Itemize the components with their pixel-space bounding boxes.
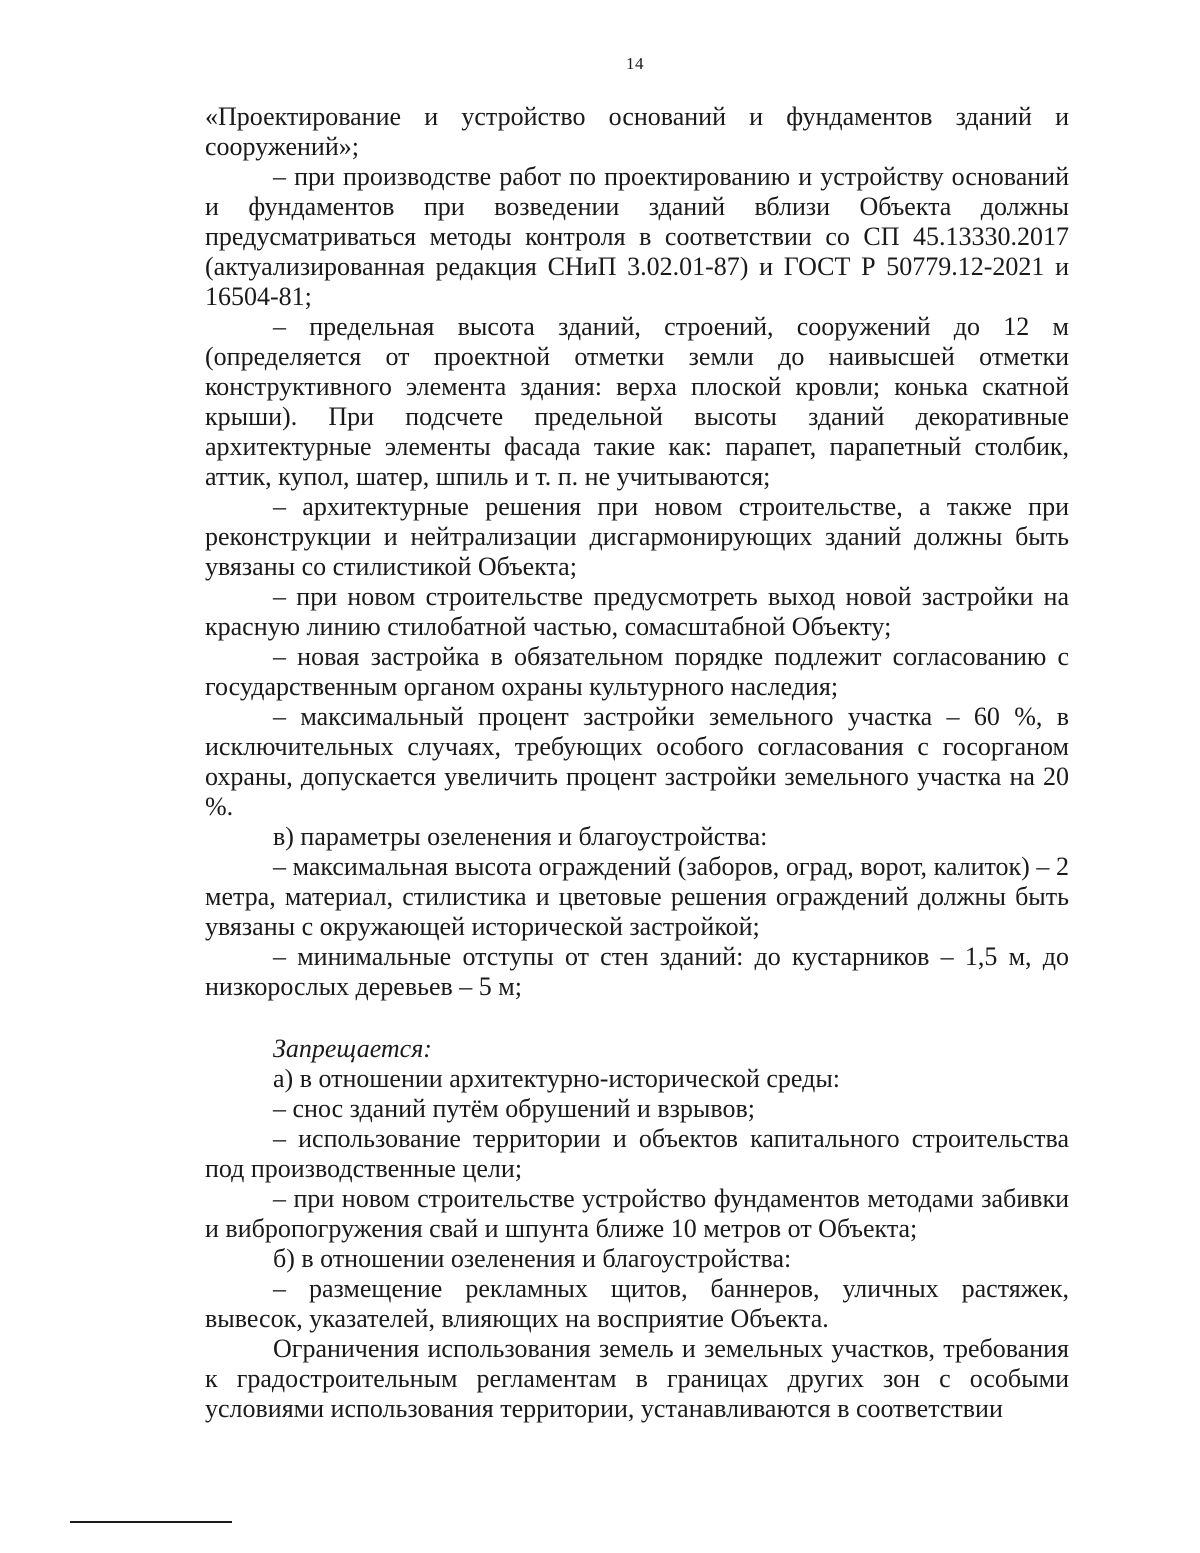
paragraph-approval: – новая застройка в обязательном порядке подлежит согласованию с государственным органом охраны культурного наследия; [205,642,1069,701]
paragraph-setbacks: – минимальные отступы от стен зданий: до кустарников – 1,5 м, до низкорослых деревьев – 5 м; [205,942,1069,1001]
paragraph-other-zones: Ограничения использования земель и земельных участков, требования к градостроительным регламентам в границах других зон с особыми условиями использования территории, устанавливаются в соответствии [205,1334,1069,1423]
paragraph-landscaping-heading: в) параметры озеленения и благоустройства: [273,822,768,851]
paragraph-standard-name: «Проектирование и устройство оснований и фундаментов зданий и сооружений»; [205,102,1069,161]
footnote-separator-line [70,1521,232,1523]
paragraph-advertising: – размещение рекламных щитов, баннеров, уличных растяжек, вывесок, указателей, влияющих на восприятие Объекта. [205,1274,1069,1333]
paragraph-control-methods: – при производстве работ по проектированию и устройству оснований и фундаментов при возведении зданий вблизи Объекта должны предусматриваться методы контроля в соответствии со СП 45.13330.2017 (актуализированная редакция СНиП 3.02.01-87) и ГОСТ Р 50779.12-2021 и 16504-81; [205,162,1069,311]
prohibited-heading: Запрещается: [273,1034,432,1063]
paragraph-fence-height: – максимальная высота ограждений (заборов, оград, ворот, калиток) – 2 метра, материал, стилистика и цветовые решения ограждений должны быть увязаны с окружающей исторической застройкой; [205,852,1069,941]
paragraph-architectural-solutions: – архитектурные решения при новом строительстве, а также при реконструкции и нейтрализации дисгармонирующих зданий должны быть увязаны со стилистикой Объекта; [205,492,1069,581]
paragraph-historic-environment: а) в отношении архитектурно-исторической среды: [273,1064,841,1093]
paragraph-pile-driving: – при новом строительстве устройство фундаментов методами забивки и вибропогружения свай и шпунта ближе 10 метров от Объекта; [205,1184,1069,1243]
paragraph-demolition: – снос зданий путём обрушений и взрывов; [273,1094,755,1123]
paragraph-red-line: – при новом строительстве предусмотреть выход новой застройки на красную линию стилобатной частью, сомасштабной Объекту; [205,582,1069,641]
paragraph-industrial-use: – использование территории и объектов капитального строительства под производственные цели; [205,1124,1069,1183]
page-number: 14 [626,54,644,73]
document-body [205,102,1069,1424]
paragraph-build-percentage: – максимальный процент застройки земельного участка – 60 %, в исключительных случаях, требующих особого согласования с госорганом охраны, допускается увеличить процент застройки земельного участка на 20 %. [205,702,1069,821]
paragraph-height-limit: – предельная высота зданий, строений, сооружений до 12 м (определяется от проектной отметки земли до наивысшей отметки конструктивного элемента здания: верха плоской кровли; конька скатной крыши). При подсчете предельной высоты зданий декоративные архитектурные элементы фасада такие как: парапет, парапетный столбик, аттик, купол, шатер, шпиль и т. п. не учитываются; [205,312,1069,491]
paragraph-landscaping-prohibitions: б) в отношении озеленения и благоустройства: [273,1244,792,1273]
